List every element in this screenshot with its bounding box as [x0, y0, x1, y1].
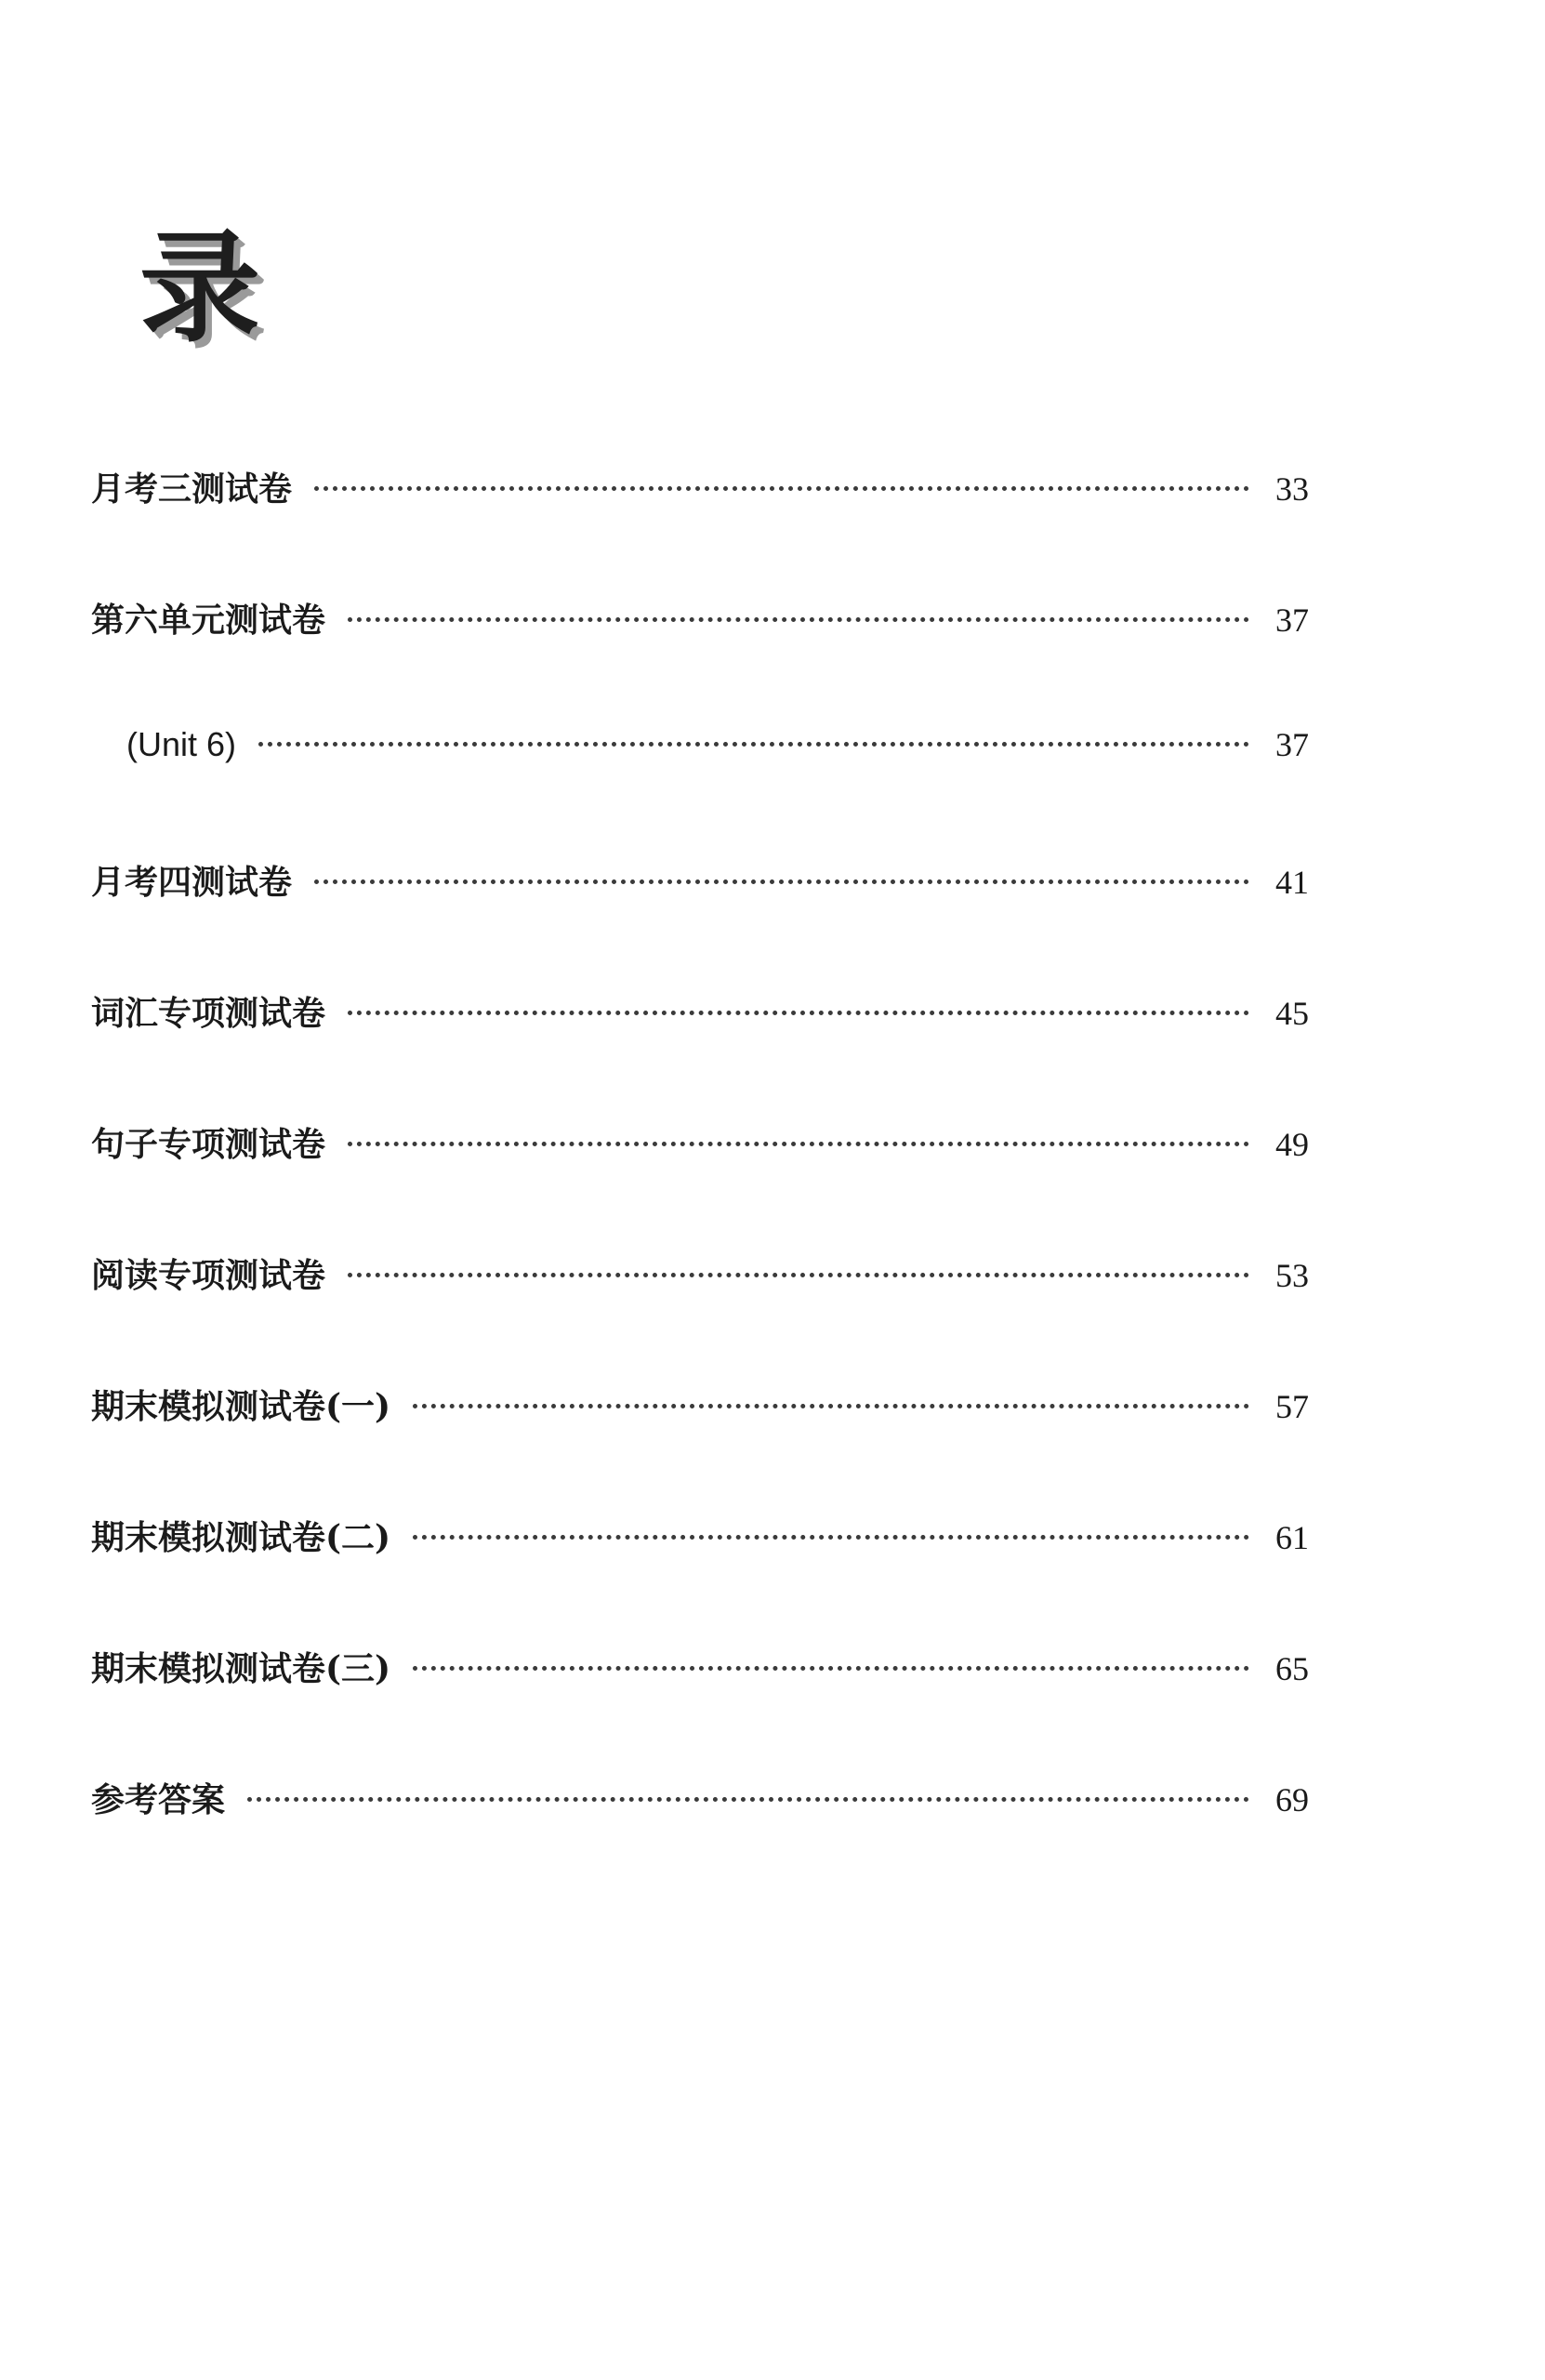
toc-entry[interactable] — [91, 1118, 1309, 1250]
toc-dot-leader — [247, 1797, 1249, 1802]
toc-entry-page: 65 — [1275, 1650, 1309, 1687]
toc-entry[interactable] — [91, 1643, 1309, 1774]
toc-dot-leader — [413, 1535, 1249, 1540]
toc-entry-page: 53 — [1275, 1257, 1309, 1294]
toc-entry-title: (Unit 6) — [126, 725, 237, 763]
toc-dot-leader — [348, 1142, 1249, 1146]
toc-entry[interactable] — [91, 856, 1309, 987]
toc-entry-title: 月考三测试卷 — [91, 469, 293, 509]
toc-subentry[interactable] — [91, 725, 1309, 856]
toc-entry-page: 45 — [1275, 995, 1309, 1032]
page-heading: 录 — [139, 218, 261, 359]
toc-entry-title: 期末模拟测试卷(三) — [91, 1649, 391, 1688]
toc-entry-title: 词汇专项测试卷 — [91, 994, 326, 1033]
toc-entry-page: 57 — [1275, 1388, 1309, 1425]
toc-dot-leader — [258, 742, 1249, 747]
toc-entry-title: 期末模拟测试卷(一) — [91, 1387, 391, 1426]
toc-entry[interactable] — [91, 463, 1309, 594]
toc-entry[interactable] — [91, 987, 1309, 1118]
toc-entry-title: 参考答案 — [91, 1780, 226, 1819]
table-of-contents — [91, 463, 1309, 1905]
toc-entry-page: 33 — [1275, 470, 1309, 508]
toc-entry-page: 37 — [1275, 726, 1309, 763]
toc-entry[interactable] — [91, 1250, 1309, 1381]
toc-dot-leader — [413, 1404, 1249, 1408]
toc-entry-page: 69 — [1275, 1781, 1309, 1818]
toc-dot-leader — [348, 1273, 1249, 1277]
toc-dot-leader — [348, 1011, 1249, 1015]
toc-entry-title: 阅读专项测试卷 — [91, 1256, 326, 1295]
toc-entry-title: 句子专项测试卷 — [91, 1125, 326, 1164]
toc-entry[interactable] — [91, 1774, 1309, 1905]
toc-dot-leader — [413, 1666, 1249, 1671]
toc-entry-page: 49 — [1275, 1126, 1309, 1163]
toc-entry-page: 37 — [1275, 602, 1309, 639]
toc-dot-leader — [314, 879, 1249, 884]
toc-entry-title: 第六单元测试卷 — [91, 601, 326, 640]
toc-entry[interactable] — [91, 1512, 1309, 1643]
toc-entry-title: 期末模拟测试卷(二) — [91, 1518, 391, 1557]
toc-entry-page: 61 — [1275, 1519, 1309, 1556]
toc-entry-title: 月考四测试卷 — [91, 863, 293, 902]
toc-entry[interactable] — [91, 594, 1309, 725]
toc-entry[interactable] — [91, 1381, 1309, 1512]
toc-entry-page: 41 — [1275, 864, 1309, 901]
toc-dot-leader — [348, 617, 1249, 622]
toc-dot-leader — [314, 486, 1249, 491]
